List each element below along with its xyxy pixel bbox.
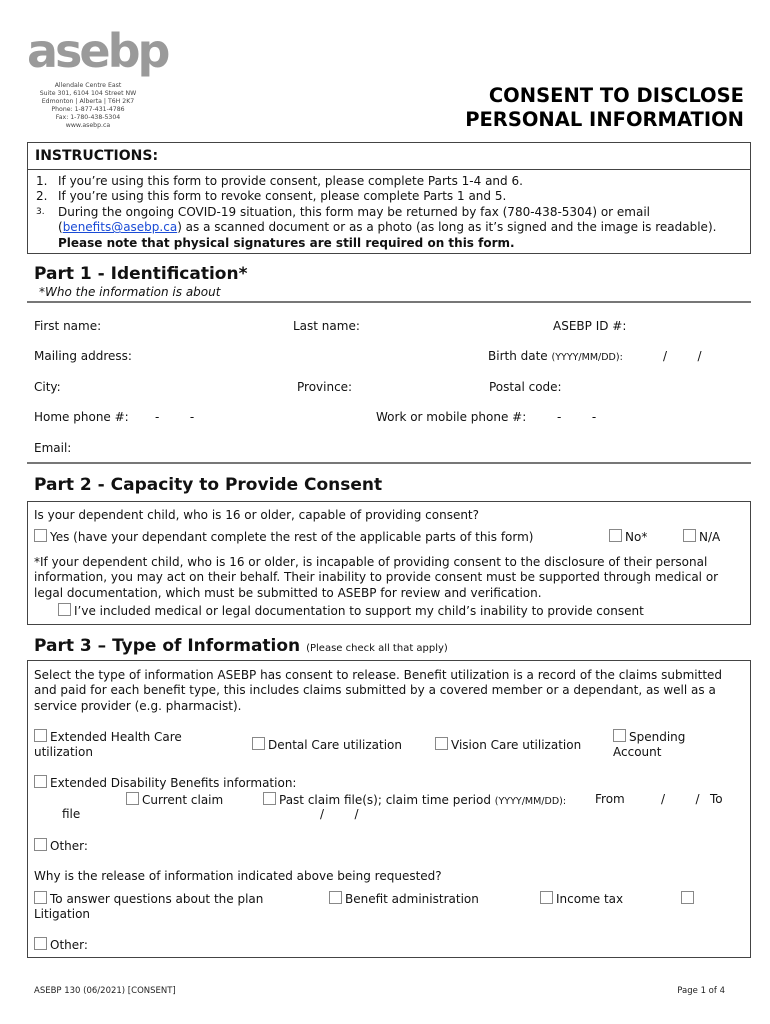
- from-label: From: [595, 792, 625, 806]
- form-title-line1: CONSENT TO DISCLOSE: [488, 84, 744, 107]
- income-tax-option[interactable]: [540, 891, 623, 906]
- benefit-admin-option[interactable]: [329, 891, 479, 906]
- dental-option[interactable]: [252, 737, 402, 752]
- part3-note: (Please check all that apply): [306, 643, 448, 654]
- documentation-option[interactable]: [58, 603, 644, 618]
- other-type-checkbox[interactable]: [34, 838, 47, 851]
- litigation-checkbox[interactable]: [681, 891, 694, 904]
- other-reason-option[interactable]: [34, 937, 88, 952]
- no-label: No*: [625, 530, 648, 544]
- postal-code-label[interactable]: Postal code:: [489, 380, 562, 394]
- city-label[interactable]: City:: [34, 380, 61, 394]
- form-title: [465, 84, 744, 132]
- province-label[interactable]: Province:: [297, 380, 353, 394]
- litigation-label[interactable]: Litigation: [34, 907, 91, 921]
- address-line: www.asebp.ca: [65, 122, 111, 130]
- income-tax-checkbox[interactable]: [540, 891, 553, 904]
- form-title-line2: PERSONAL INFORMATION: [465, 108, 744, 131]
- file-label: file: [62, 807, 81, 821]
- instruction-item: [36, 189, 742, 204]
- to-label: To: [710, 792, 723, 806]
- from-slashes: / /: [661, 792, 700, 806]
- na-checkbox[interactable]: [683, 529, 696, 542]
- ehc-label-line2: utilization: [34, 745, 93, 759]
- na-label: N/A: [699, 530, 721, 544]
- part1-subtitle: *Who the information is about: [39, 285, 221, 299]
- home-phone-label[interactable]: Home phone #:: [34, 410, 129, 424]
- spending-label-line2: Account: [613, 745, 662, 759]
- first-name-label[interactable]: First name:: [34, 319, 102, 333]
- past-claim-checkbox[interactable]: [263, 792, 276, 805]
- dental-label: Dental Care utilization: [268, 738, 402, 752]
- edb-label: Extended Disability Benefits information:: [50, 776, 297, 790]
- home-phone-dashes: - -: [155, 410, 195, 424]
- instructions-box: [27, 169, 751, 254]
- other-reason-label: Other:: [50, 938, 88, 952]
- instruction-number: 3.: [36, 206, 45, 217]
- instruction-number: 1.: [36, 174, 48, 188]
- other-type-option[interactable]: [34, 838, 88, 853]
- part2-title: Part 2 - Capacity to Provide Consent: [34, 475, 383, 495]
- instruction-text: If you’re using this form to revoke consent, please complete Parts 1 and 5.: [58, 189, 507, 204]
- ehc-checkbox[interactable]: [34, 729, 47, 742]
- instruction-text-a: During the ongoing COVID-19 situation, this form may be returned by fax (780-438-5304) or email (: [58, 204, 650, 235]
- no-checkbox[interactable]: [609, 529, 622, 542]
- part1-bottom-divider: [27, 462, 751, 464]
- na-option[interactable]: [683, 529, 720, 544]
- instruction-number: 2.: [36, 189, 48, 204]
- instructions-heading: INSTRUCTIONS:: [27, 142, 751, 170]
- documentation-label: I’ve included medical or legal documentation to support my child’s inability to provide consent: [74, 604, 644, 618]
- instruction-item: [36, 205, 742, 251]
- answer-questions-label: To answer questions about the plan: [50, 892, 264, 906]
- address-line: Fax: 1-780-438-5304: [55, 114, 121, 122]
- past-claim-format: (YYYY/MM/DD):: [494, 796, 567, 807]
- instruction-text: If you’re using this form to provide consent, please complete Parts 1-4 and 6.: [58, 174, 523, 188]
- yes-checkbox[interactable]: [34, 529, 47, 542]
- answer-questions-checkbox[interactable]: [34, 891, 47, 904]
- no-option[interactable]: [609, 529, 647, 544]
- yes-option[interactable]: [34, 529, 534, 544]
- capacity-question: Is your dependent child, who is 16 or older, capable of providing consent?: [34, 508, 480, 522]
- work-phone-dashes: - -: [557, 410, 597, 424]
- release-reason-question: Why is the release of information indicated above being requested?: [34, 869, 442, 883]
- email-label[interactable]: Email:: [34, 441, 72, 455]
- litigation-checkbox-wrap[interactable]: [681, 891, 697, 906]
- footer-form-code: ASEBP 130 (06/2021) [CONSENT]: [34, 986, 176, 996]
- work-phone-label[interactable]: Work or mobile phone #:: [376, 410, 527, 424]
- address-line: Edmonton | Alberta | T6H 2K7: [41, 98, 135, 106]
- part3-intro: Select the type of information ASEBP has consent to release. Benefit utilization is a record of the claims submitted and paid for each benefit type, this includes claims submitted by a covered member or a dependant, as well as a service provider (e.g. pharmacist).: [34, 668, 723, 713]
- ehc-option[interactable]: [34, 729, 182, 760]
- part3-title-text: Part 3 – Type of Information: [34, 636, 301, 656]
- footer-page-number: Page 1 of 4: [677, 986, 725, 996]
- asebp-id-label[interactable]: ASEBP ID #:: [553, 319, 627, 333]
- current-claim-option[interactable]: [126, 792, 223, 807]
- past-claim-option[interactable]: [263, 792, 566, 807]
- spending-checkbox[interactable]: [613, 729, 626, 742]
- asebp-logo: asebp: [27, 24, 168, 78]
- mailing-address-label[interactable]: Mailing address:: [34, 349, 132, 363]
- address-line: Suite 301, 6104 104 Street NW: [39, 90, 137, 98]
- benefit-admin-checkbox[interactable]: [329, 891, 342, 904]
- dental-checkbox[interactable]: [252, 737, 265, 750]
- signature-notice: Please note that physical signatures are still required on this form.: [58, 235, 515, 250]
- vision-checkbox[interactable]: [435, 737, 448, 750]
- birth-date-text: Birth date: [488, 349, 548, 363]
- address-line: Phone: 1-877-431-4786: [51, 106, 125, 114]
- current-claim-checkbox[interactable]: [126, 792, 139, 805]
- benefit-admin-label: Benefit administration: [345, 892, 479, 906]
- answer-questions-option[interactable]: [34, 891, 263, 906]
- edb-option[interactable]: [34, 775, 296, 790]
- edb-checkbox[interactable]: [34, 775, 47, 788]
- email-link[interactable]: benefits@asebp.ca: [62, 220, 178, 235]
- part3-title: [34, 636, 448, 656]
- yes-label: Yes (have your dependant complete the rest of the applicable parts of this form): [50, 530, 534, 544]
- other-reason-checkbox[interactable]: [34, 937, 47, 950]
- ehc-label-line1: Extended Health Care: [50, 730, 182, 744]
- other-type-label: Other:: [50, 839, 88, 853]
- part1-divider: [27, 301, 751, 303]
- vision-label: Vision Care utilization: [451, 738, 582, 752]
- incapable-note: *If your dependent child, who is 16 or older, is incapable of providing consent to the disclosure of their personal information, you may act on their behalf. Their inability to provide consent must be supported through medical or legal documentation, which must be submitted to ASEBP for review and verification.: [34, 555, 719, 600]
- part1-title: Part 1 - Identification*: [34, 264, 248, 284]
- birth-date-format: (YYYY/MM/DD):: [551, 352, 623, 363]
- instruction-item: [36, 174, 742, 189]
- instruction-text: [58, 205, 742, 251]
- instruction-text-b: ) as a scanned document or as a photo (as long as it’s signed and the image is readable).: [177, 220, 717, 235]
- to-slashes: / /: [320, 807, 359, 821]
- birth-date-slashes: / /: [663, 349, 702, 363]
- documentation-checkbox[interactable]: [58, 603, 71, 616]
- birth-date-label[interactable]: [488, 349, 623, 363]
- address-line: Allendale Centre East: [54, 82, 122, 89]
- spending-label-line1: Spending: [629, 730, 686, 744]
- current-claim-label: Current claim: [142, 793, 224, 807]
- last-name-label[interactable]: Last name:: [293, 319, 360, 333]
- spending-option[interactable]: [613, 729, 685, 760]
- logo-address: [28, 82, 148, 131]
- vision-option[interactable]: [435, 737, 581, 752]
- income-tax-label: Income tax: [556, 892, 624, 906]
- past-claim-label: Past claim file(s); claim time period: [279, 793, 491, 807]
